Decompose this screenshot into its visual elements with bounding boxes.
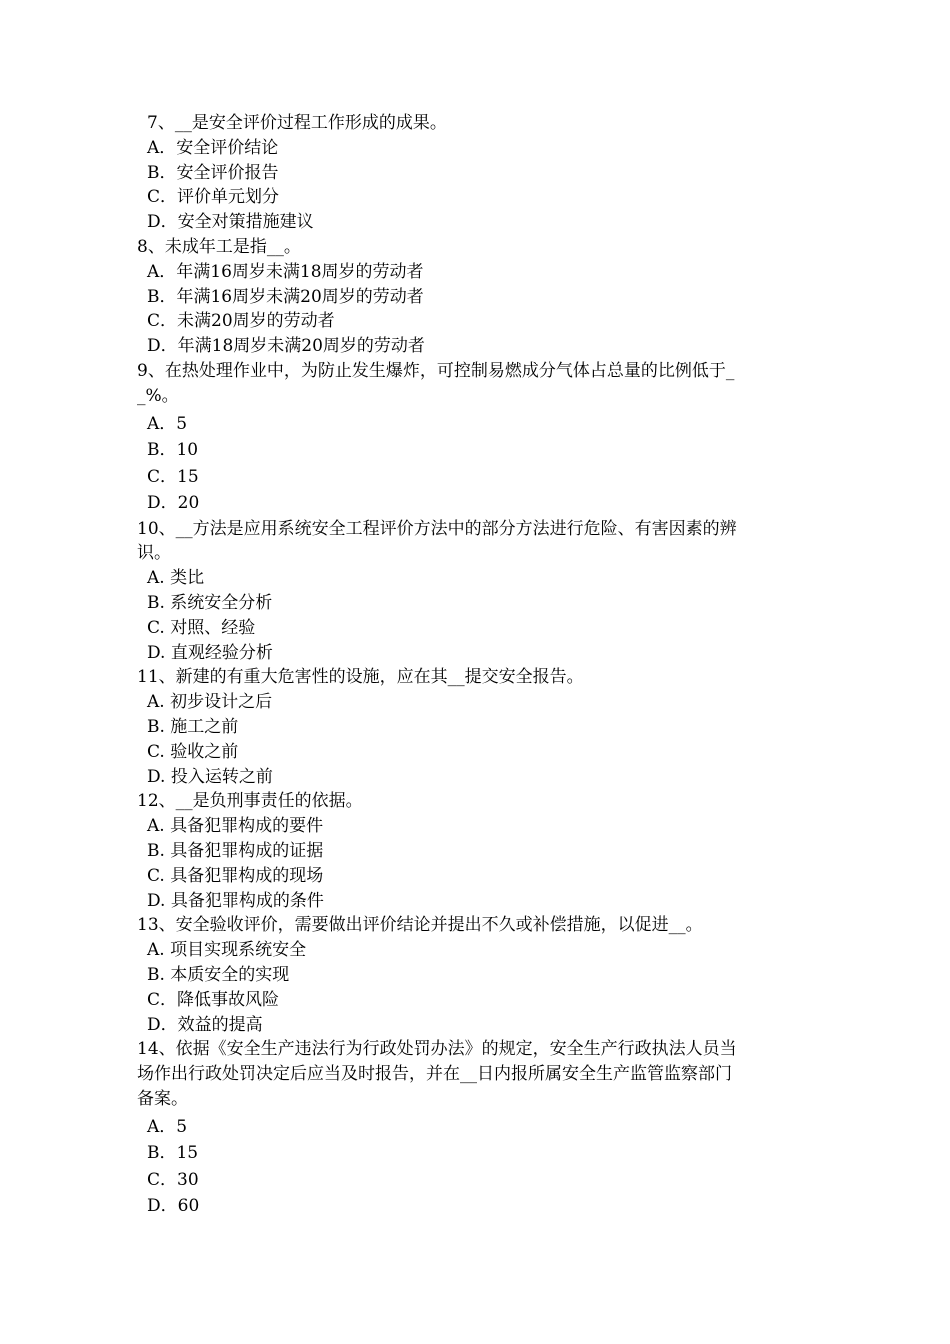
question-8-option-d: D．年满18周岁未满20周岁的劳动者 (147, 336, 425, 357)
question-13-option-d: D．效益的提高 (147, 1014, 263, 1035)
question-11-option-a: A. 初步设计之后 (147, 692, 273, 713)
question-10-option-c: C. 对照、经验 (147, 617, 256, 638)
question-7-option-d: D．安全对策措施建议 (147, 212, 314, 233)
question-14-stem-line-2: 场作出行政处罚决定后应当及时报告，并在__日内报所属安全生产监管监察部门 (137, 1064, 732, 1085)
question-11-stem: 11、新建的有重大危害性的设施，应在其__提交安全报告。 (137, 667, 584, 688)
question-12-option-d: D. 具备犯罪构成的条件 (147, 890, 324, 911)
question-9-stem-line-2: _%。 (137, 385, 179, 406)
question-9-option-d: D．20 (147, 493, 200, 514)
question-10-option-d: D. 直观经验分析 (147, 642, 273, 663)
question-9-stem-line-1: 9、在热处理作业中，为防止发生爆炸，可控制易燃成分气体占总量的比例低于_ (137, 360, 735, 381)
question-13-option-a: A. 项目实现系统安全 (147, 940, 307, 961)
question-11-option-b: B. 施工之前 (147, 716, 239, 737)
question-12-option-c: C. 具备犯罪构成的现场 (147, 865, 324, 886)
question-14-stem-line-3: 备案。 (137, 1088, 188, 1109)
question-11-option-c: C. 验收之前 (147, 741, 239, 762)
question-13-stem: 13、安全验收评价，需要做出评价结论并提出不久或补偿措施，以促进__。 (137, 915, 703, 936)
question-9-option-c: C．15 (147, 466, 199, 487)
question-12-option-a: A. 具备犯罪构成的要件 (147, 816, 324, 837)
question-14-option-c: C．30 (147, 1169, 199, 1190)
question-7-option-a: A．安全评价结论 (147, 137, 279, 158)
question-list (137, 111, 817, 1220)
question-7-stem: 7、__是安全评价过程工作形成的成果。 (147, 113, 447, 133)
question-7-option-c: C．评价单元划分 (147, 187, 280, 208)
question-10-option-a: A. 类比 (147, 568, 205, 589)
question-8-option-a: A．年满16周岁未满18周岁的劳动者 (147, 261, 424, 282)
question-8-option-b: B．年满16周岁未满20周岁的劳动者 (147, 286, 424, 307)
question-12-option-b: B. 具备犯罪构成的证据 (147, 840, 324, 861)
question-10-stem-line-1: 10、__方法是应用系统安全工程评价方法中的部分方法进行危险、有害因素的辨 (137, 518, 737, 539)
question-10-option-b: B. 系统安全分析 (147, 592, 273, 613)
question-8-stem: 8、未成年工是指__。 (137, 236, 301, 257)
question-9-option-a: A．5 (147, 413, 188, 434)
question-8-option-c: C．未满20周岁的劳动者 (147, 311, 335, 332)
question-14-option-a: A．5 (147, 1116, 188, 1137)
question-7-option-b: B．安全评价报告 (147, 162, 279, 183)
question-13-option-c: C．降低事故风险 (147, 989, 280, 1010)
question-10-stem-line-2: 识。 (137, 543, 171, 564)
question-9-option-b: B．10 (147, 440, 199, 461)
question-11-option-d: D. 投入运转之前 (147, 766, 273, 787)
question-13-option-b: B. 本质安全的实现 (147, 964, 290, 985)
question-14-stem-line-1: 14、依据《安全生产违法行为行政处罚办法》的规定，安全生产行政执法人员当 (137, 1039, 737, 1060)
question-14-option-b: B．15 (147, 1143, 199, 1164)
question-14-option-d: D．60 (147, 1196, 200, 1217)
question-12-stem: 12、__是负刑事责任的依据。 (137, 791, 363, 812)
